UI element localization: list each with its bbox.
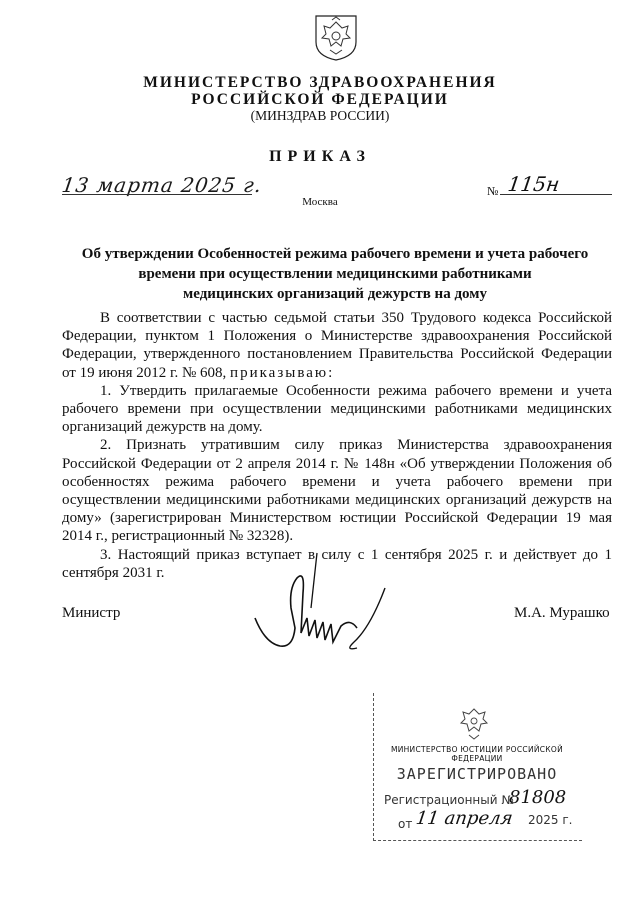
stamp-from-label: от xyxy=(398,817,413,831)
order-heading xyxy=(60,244,610,304)
order-item-1: 1. Утвердить прилагаемые Особенности режима рабочего времени и учета рабочего времени при осуществлении медицинскими работниками медицинских организаций дежурств на дому. xyxy=(62,382,612,436)
coat-of-arms-emblem-icon xyxy=(313,12,359,62)
order-item-3: 3. Настоящий приказ вступает в силу с 1 сентября 2025 г. и действует до 1 сентября 2031 г. xyxy=(62,546,612,581)
document-type: ПРИКАЗ xyxy=(269,148,371,165)
heading-line3: медицинских организаций дежурств на дому xyxy=(183,286,487,302)
order-body xyxy=(62,309,612,582)
preamble-paragraph xyxy=(62,309,612,382)
ministry-short-name: (МИНЗДРАВ РОССИИ) xyxy=(250,108,390,123)
preamble-keyword: приказываю: xyxy=(230,364,335,381)
stamp-department: МИНИСТЕРСТВО ЮСТИЦИИ РОССИЙСКОЙ ФЕДЕРАЦИИ xyxy=(390,745,564,763)
order-item-2: 2. Признать утратившим силу приказ Министерства здравоохранения Российской Федерации от 2 апреля 2014 г. № 148н «Об утверждении Положения об особенностях режима рабочего времени и учета рабочего времени при осуществлении медицинскими работниками медицинских организаций дежурств на дому» (зарегистрирован Министерством юстиции Российской Федерации 19 мая 2014 г., регистрационный № 32328). xyxy=(62,437,612,545)
stamp-registration-year: 2025 г. xyxy=(528,813,573,827)
order-date: 13 марта 2025 г. xyxy=(60,173,264,197)
heading-line1: Об утверждении Особенностей режима рабочего времени и учета рабочего xyxy=(81,246,589,262)
handwritten-signature xyxy=(245,548,395,658)
city: Москва xyxy=(302,196,338,208)
number-underline xyxy=(500,194,612,195)
signatory-position: Министр xyxy=(62,605,121,621)
stamp-registration-date: 11 апреля xyxy=(414,808,514,829)
ministry-name-line2: РОССИЙСКОЙ ФЕДЕРАЦИИ xyxy=(191,91,449,108)
ministry-name-line1: МИНИСТЕРСТВО ЗДРАВООХРАНЕНИЯ xyxy=(143,74,497,91)
signatory-name: М.А. Мурашко xyxy=(514,605,610,621)
stamp-registered-label: ЗАРЕГИСТРИРОВАНО xyxy=(396,765,558,783)
stamp-number-label: Регистрационный № xyxy=(384,793,514,807)
stamp-emblem-icon xyxy=(455,705,493,743)
stamp-registration-number: 81808 xyxy=(509,787,567,808)
preamble-text: В соответствии с частью седьмой статьи 350 Трудового кодекса Российской Федерации, пунктом 1 Положения о Министерстве здравоохранения Российской Федерации, утвержденного постановлением Правительства Российской Федерации от 19 июня 2012 г. № 608, xyxy=(62,310,612,381)
order-number: 115н xyxy=(506,172,562,196)
date-underline xyxy=(62,194,252,195)
heading-line2: времени при осуществлении медицинскими работниками xyxy=(138,266,532,282)
number-sign: № xyxy=(487,184,499,198)
